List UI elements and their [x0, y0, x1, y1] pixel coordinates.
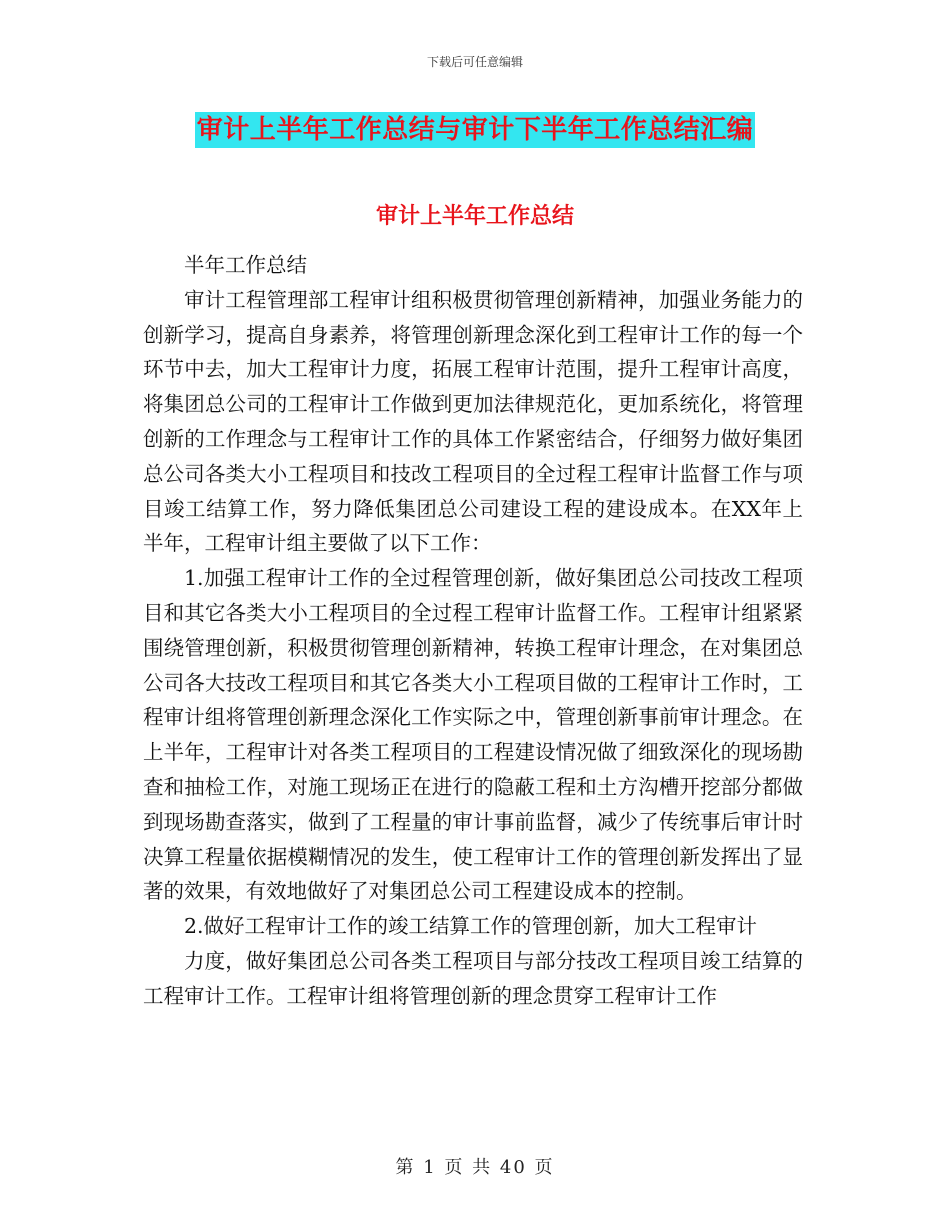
paragraph-item-1: 1.加强工程审计工作的全过程管理创新，做好集团总公司技改工程项目和其它各类大小工程项目的全过程工程审计监督工作。工程审计组紧紧围绕管理创新，积极贯彻管理创新精神，转换工程审计理念，在对集团总公司各大技改工程项目和其它各类大小工程项目做的工程审计工作时，工程审计组将管理创新理念深化工作实际之中，管理创新事前审计理念。在上半年，工程审计对各类工程项目的工程建设情况做了细致深化的现场勘查和抽检工作，对施工现场正在进行的隐蔽工程和土方沟槽开挖部分都做到现场勘查落实，做到了工程量的审计事前监督，减少了传统事后审计时决算工程量依据模糊情况的发生，使工程审计工作的管理创新发挥出了显著的效果，有效地做好了对集团总公司工程建设成本的控制。	[143, 566, 803, 904]
footer-suffix: 页	[534, 1157, 555, 1178]
main-title-wrapper	[0, 112, 950, 148]
paragraph-item-2-continued: 力度，做好集团总公司各类工程项目与部分技改工程项目竣工结算的工程审计工作。工程审计组将管理创新的理念贯穿工程审计工作	[143, 948, 803, 1008]
footer-prefix: 第	[395, 1157, 416, 1178]
footer-middle: 页 共	[444, 1157, 493, 1178]
body-text	[143, 248, 803, 1014]
page-footer	[0, 1153, 950, 1179]
paragraph-heading: 半年工作总结	[184, 253, 307, 277]
header-note: 下载后可任意编辑	[426, 55, 523, 69]
footer-total-pages: 40	[499, 1157, 527, 1178]
main-title: 审计上半年工作总结与审计下半年工作总结汇编	[195, 112, 756, 148]
footer-page-number: 1	[423, 1157, 437, 1178]
paragraph-intro: 审计工程管理部工程审计组积极贯彻管理创新精神，加强业务能力的创新学习，提高自身素养，将管理创新理念深化到工程审计工作的每一个环节中去，加大工程审计力度，拓展工程审计范围，提升工程审计高度，将集团总公司的工程审计工作做到更加法律规范化，更加系统化，将管理创新的工作理念与工程审计工作的具体工作紧密结合，仔细努力做好集团总公司各类大小工程项目和技改工程项目的全过程工程审计监督工作与项目竣工结算工作，努力降低集团总公司建设工程的建设成本。在XX年上半年，工程审计组主要做了以下工作：	[143, 287, 803, 556]
paragraph-item-2: 2.做好工程审计工作的竣工结算工作的管理创新，加大工程审计	[184, 914, 758, 939]
section-title: 审计上半年工作总结	[375, 204, 574, 229]
